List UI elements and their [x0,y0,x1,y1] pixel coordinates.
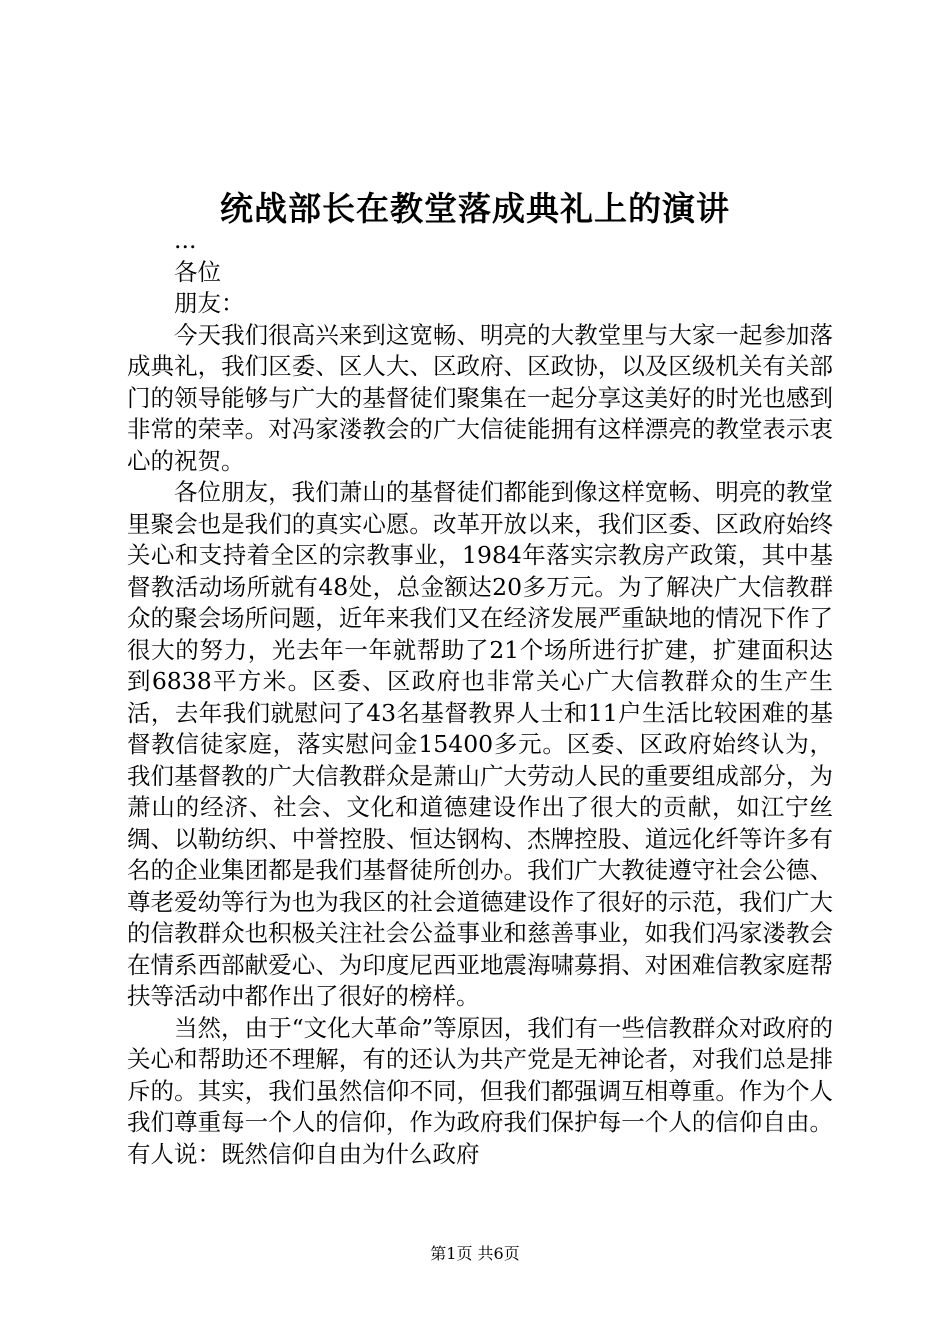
paragraph-3: 当然，由于“文化大革命”等原因，我们有一些信教群众对政府的关心和帮助还不理解，有的还认为共产党是无神论者，对我们总是排斥的。其实，我们虽然信仰不同，但我们都强调互相尊重。作为个人我们尊重每一个人的信仰，作为政府我们保护每一个人的信仰自由。有人说：既然信仰自由为什么政府 [127,1013,833,1168]
paragraph-1: 今天我们很高兴来到这宽畅、明亮的大教堂里与大家一起参加落成典礼，我们区委、区人大、区政府、区政协，以及区级机关有关部门的领导能够与广大的基督徒们聚集在一起分享这美好的时光也感到非常的荣幸。对冯家溇教会的广大信徒能拥有这样漂亮的教堂表示衷心的祝贺。 [127,320,833,475]
document-body [127,225,833,1170]
document-title: 统战部长在教堂落成典礼上的演讲 [220,189,730,228]
salutation-line-2: 朋友： [174,289,245,317]
paragraph-2: 各位朋友，我们萧山的基督徒们都能到像这样宽畅、明亮的教堂里聚会也是我们的真实心愿。改革开放以来，我们区委、区政府始终关心和支持着全区的宗教事业，1984年落实宗教房产政策，其中基督教活动场所就有48处，总金额达20多万元。为了解决广大信教群众的聚会场所问题，近年来我们又在经济发展严重缺地的情况下作了很大的努力，光去年一年就帮助了21个场所进行扩建，扩建面积达到6838平方米。区委、区政府也非常关心广大信教群众的生产生活，去年我们就慰问了43名基督教界人士和11户生活比较困难的基督教信徒家庭，落实慰问金15400多元。区委、区政府始终认为，我们基督教的广大信教群众是萧山广大劳动人民的重要组成部分，为萧山的经济、社会、文化和道德建设作出了很大的贡献，如江宁丝绸、以勒纺织、中誉控股、恒达钢构、杰牌控股、道远化纤等许多有名的企业集团都是我们基督徒所创办。我们广大教徒遵守社会公德、尊老爱幼等行为也为我区的社会道德建设作了很好的示范，我们广大的信教群众也积极关注社会公益事业和慈善事业，如我们冯家溇教会在情系西部献爱心、为印度尼西亚地震海啸募捐、对困难信教家庭帮扶等活动中都作出了很好的榜样。 [127,478,833,1010]
salutation-line-1: 各位 [174,257,221,286]
page-number: 第1页 共6页 [430,1244,520,1263]
ellipsis-line: ... [174,226,197,254]
